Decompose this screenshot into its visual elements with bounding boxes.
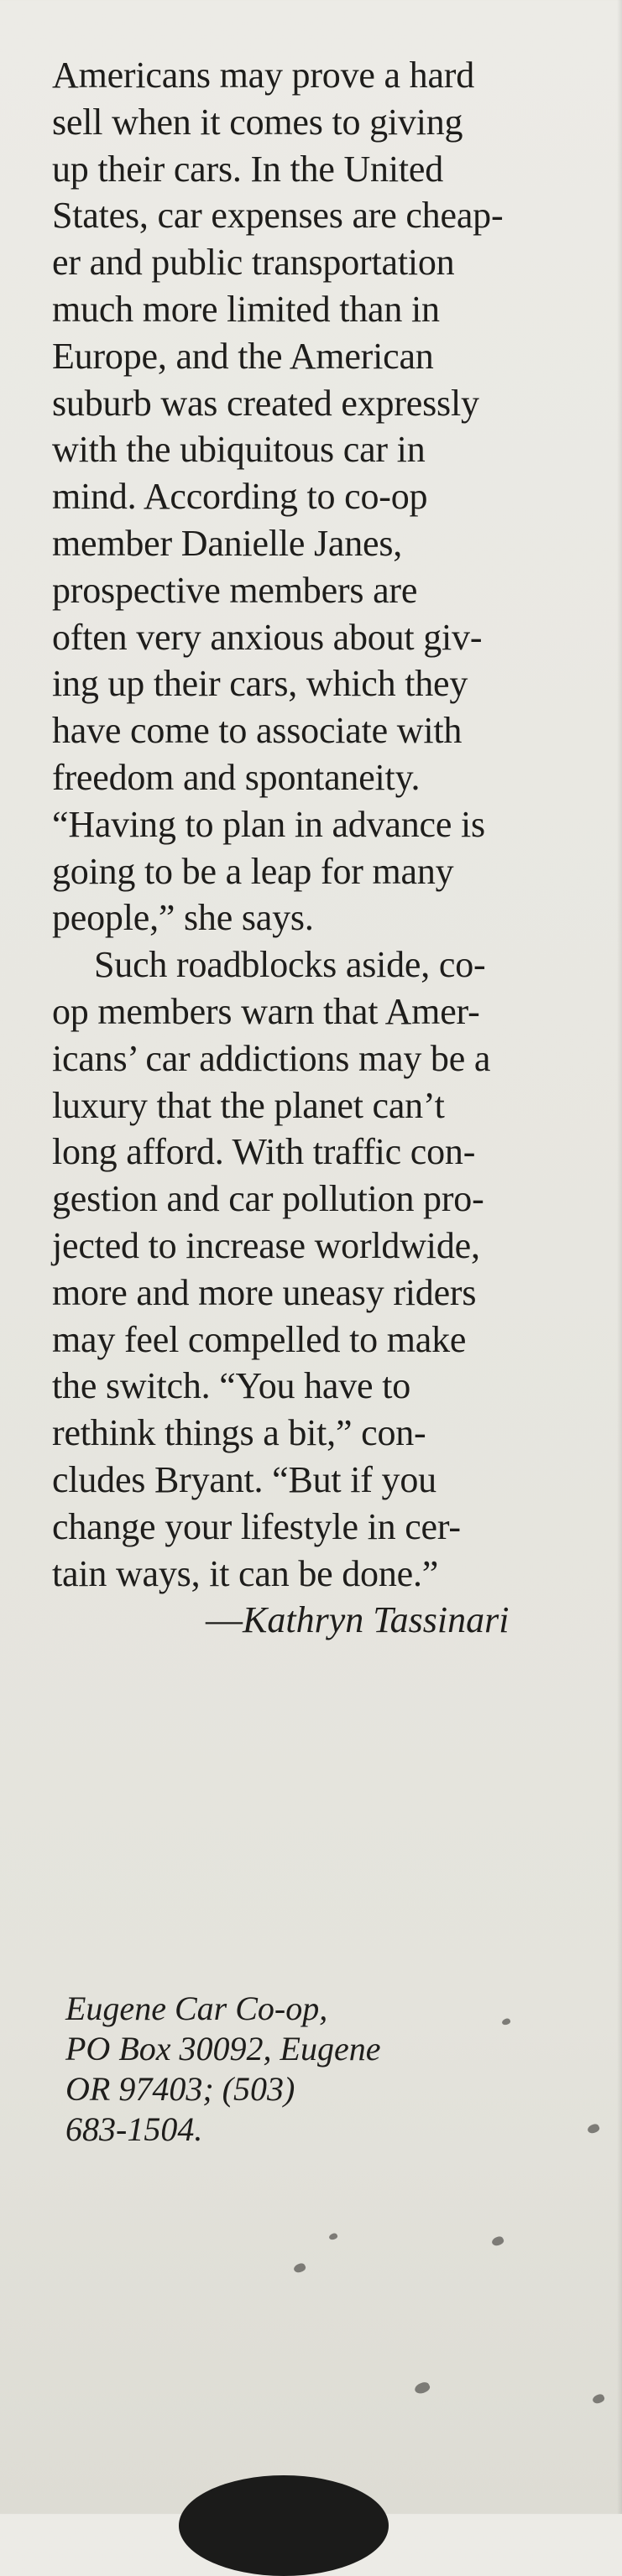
address-line: 683-1504. xyxy=(65,2110,203,2148)
text-line: member Danielle Janes, xyxy=(52,522,403,564)
page-edge-shadow xyxy=(617,0,622,2514)
address-line: Eugene Car Co-op, xyxy=(65,1989,328,2027)
paragraph-2 xyxy=(52,941,598,1597)
author-byline xyxy=(52,1597,598,1644)
text-line: States, car expenses are cheap- xyxy=(52,195,504,237)
address-line: PO Box 30092, Eugene xyxy=(65,2030,381,2068)
text-line: mind. According to co-op xyxy=(52,476,428,518)
text-line: with the ubiquitous car in xyxy=(52,429,426,471)
text-line: people,” she says. xyxy=(52,897,314,939)
text-line: ing up their cars, which they xyxy=(52,663,468,705)
paragraph-1 xyxy=(52,52,598,941)
text-line: up their cars. In the United xyxy=(52,148,444,190)
text-line: Americans may prove a hard xyxy=(52,55,475,96)
text-line: the switch. “You have to xyxy=(52,1365,411,1407)
paper-speck xyxy=(328,2232,338,2241)
paper-speck xyxy=(587,2123,601,2135)
ink-blot xyxy=(179,2475,389,2576)
text-line: gestion and car pollution pro- xyxy=(52,1178,484,1220)
text-line: cludes Bryant. “But if you xyxy=(52,1458,436,1500)
author-name: Kathryn Tassinari xyxy=(243,1599,510,1641)
text-line: icans’ car addictions may be a xyxy=(52,1037,491,1079)
text-line: freedom and spontaneity. xyxy=(52,756,421,798)
text-line: change your lifestyle in cer- xyxy=(52,1505,461,1547)
text-line: Europe, and the American xyxy=(52,335,434,377)
paper-speck xyxy=(491,2235,505,2248)
contact-address xyxy=(65,1989,569,2150)
text-line: more and more uneasy riders xyxy=(52,1271,477,1313)
text-line: often very anxious about giv- xyxy=(52,616,483,658)
paper-speck xyxy=(413,2380,431,2396)
address-line: OR 97403; (503) xyxy=(65,2070,295,2108)
text-line: tain ways, it can be done.” xyxy=(52,1552,439,1594)
text-line: rethink things a bit,” con- xyxy=(52,1412,426,1454)
text-line: Such roadblocks aside, co- xyxy=(94,944,486,986)
text-line: much more limited than in xyxy=(52,288,440,330)
text-line: luxury that the planet can’t xyxy=(52,1084,445,1126)
paper-speck xyxy=(592,2393,606,2406)
text-line: sell when it comes to giving xyxy=(52,101,463,143)
text-line: “Having to plan in advance is xyxy=(52,803,485,845)
text-line: prospective members are xyxy=(52,569,418,611)
byline-dash: — xyxy=(206,1599,243,1641)
text-line: have come to associate with xyxy=(52,710,463,752)
article-column xyxy=(52,52,598,1644)
text-line: going to be a leap for many xyxy=(52,850,454,892)
text-line: jected to increase worldwide, xyxy=(52,1224,480,1266)
text-line: op members warn that Amer- xyxy=(52,990,480,1032)
text-line: suburb was created expressly xyxy=(52,382,479,424)
text-line: er and public transportation xyxy=(52,242,455,284)
text-line: may feel compelled to make xyxy=(52,1318,467,1360)
paper-speck xyxy=(293,2262,307,2275)
text-line: long afford. With traffic con- xyxy=(52,1131,476,1173)
